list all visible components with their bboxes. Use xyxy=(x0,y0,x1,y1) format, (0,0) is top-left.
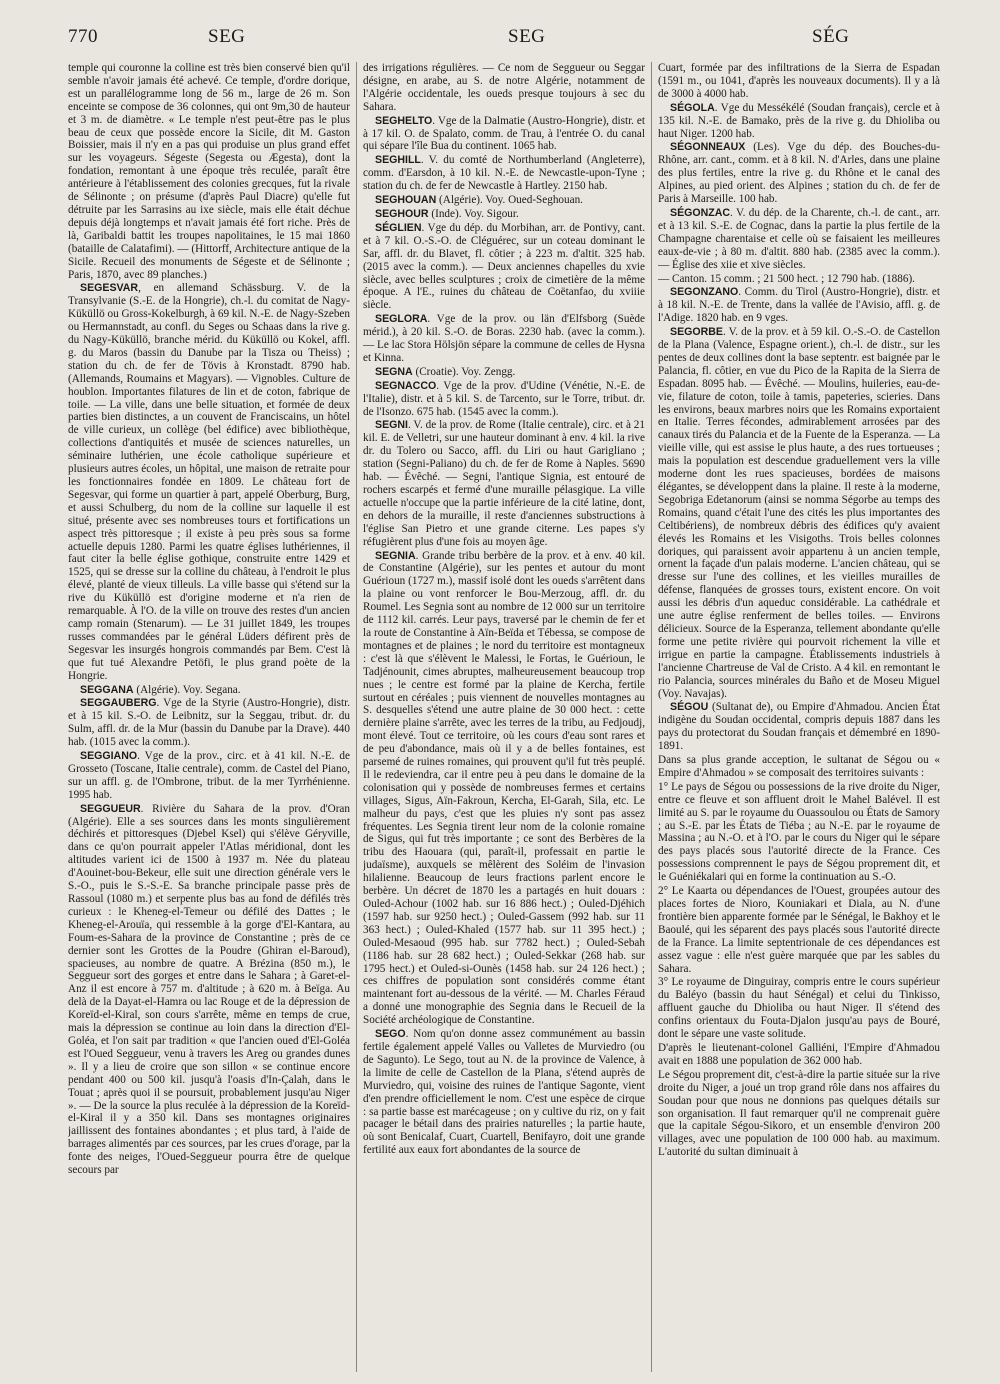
dictionary-entry xyxy=(363,550,645,1028)
dictionary-entry xyxy=(658,754,940,780)
entry-text: . Vge de la prov. d'Udine (Vénétie, N.-E. de l'Italie), distr. et à 5 kil. S. de Tarcento, sur le Torre, tribut. dr. de l'Isonzo. 675 hab. (1545 avec la comm.). xyxy=(363,379,645,418)
dictionary-entry xyxy=(363,154,645,193)
running-head-center: SEG xyxy=(508,26,546,47)
entry-text: Le Ségou proprement dit, c'est-à-dire la partie située sur la rive droite du Niger, a joué un trop grand rôle dans nos affaires du Soudan pour que nous ne donnions pas quelques détails sur son organisation. Il faut remarquer qu'il ne comprenait guère que la capitale Ségou-Sikoro, et un ensemble d'environ 200 villages, avec une population de 100 000 hab. au maximum. L'autorité du sultan diminuait à xyxy=(658,1068,940,1159)
entry-text: — Canton. 15 comm. ; 21 500 hect. ; 12 790 hab. (1886). xyxy=(658,272,915,285)
entry-text: . Vge de la Styrie (Austro-Hongrie), distr. et à 15 kil. S.-O. de Leibnitz, sur la Seggau, tribut. dr. du Sulm, affl. dr. de la Mur (bassin du Danube par la Drave). 440 hab. (1015 avec la comm.). xyxy=(68,697,350,749)
entry-text: 1° Le pays de Ségou ou possessions de la rive droite du Niger, entre ce fleuve et son affluent droit le Mahel Balével. Il est limité au S. par le royaume du Ouassoulou ou États de Samory ; au S.-E. par les États de Tiéba ; au N.-E. par le royaume de Massina ; au N.-O. et à l'O. par le cours du Niger qui le sépare des pays placés sous l'autorité directe de la France. Ces possessions comprennent le pays de Ségou proprement dit, et le Guéniékalari qui en forme la continuation au S.-O. xyxy=(658,780,940,884)
entry-text: (Algérie). Voy. Segana. xyxy=(133,683,241,696)
dictionary-entry xyxy=(658,701,940,753)
entry-text: . Vge du Messékélé (Soudan français), cercle et à 135 kil. N.-E. de Bamako, près de la rive g. du Dhioliba ou haut Niger. 1200 hab. xyxy=(658,101,940,140)
entry-headword: SEGHELTO xyxy=(375,114,433,127)
entry-headword: SEGGUEUR xyxy=(80,802,141,815)
dictionary-entry xyxy=(658,781,940,884)
entry-text: . V. de la prov. de Rome (Italie centrale), circ. et à 21 kil. E. de Velletri, sur une hauteur dominant à env. 4 kil. la rive dr. du Tolero ou Sacco, affl. du Liri ou haut Garigliano ; station (Segni-Paliano) du ch. de fer de Rome à Naples. 5690 hab. — Évêché. — Segni, l'antique Signia, est entouré de rochers escarpés et fermé d'une muraille pélasgique. La ville actuelle n'occupe que la partie inférieure de la cité latine, dont, en dehors de la muraille, il reste d'anciennes substructions à l'église San Pietro et une grande citerne. Les papes s'y réfugièrent plus d'une fois au moyen âge. xyxy=(363,419,645,548)
entry-text: . Vge de la prov., circ. et à 41 kil. N.-E. de Grosseto (Toscane, Italie centrale), comm. de Castel del Piano, sur un affl. g. de l'Ombrone, tribut. de la mer Tyrrhénienne. 1995 hab. xyxy=(68,750,350,801)
entry-text: . Grande tribu berbère de la prov. et à env. 40 kil. de Constantine (Algérie), sur les pentes et autour du mont Guérioun (1727 m.), massif isolé dont les oueds s'arrêtent dans la plaine ou vont renforcer le Bou-Merzoug, affl. dr. du Roumel. Les Segnia sont au nombre de 12 000 sur un territoire de 1112 kil. carrés. Leur pays, traversé par le chemin de fer et la route de Constantine à Aïn-Beïda et Tébessa, se compose de montagnes et de plaines ; le nord du territoire est montagneux : c'est là que s'élèvent le Malessi, le Fortas, le Guérioun, le Tadjénounit, cimes abruptes, malheureusement beaucoup trop nues ; le centre est formé par la plaine de Kercha, fertile surtout en céréales ; puis viennent de nouvelles montagnes au S. desquelles s'étend une autre plaine de 30 000 hect. : cette dernière plaine s'arrête, avec les terres de la tribu, au Fedjoudj, mont élevé. Tout ce territoire, où les cours d'eau sont rares et de peu d'abondance, mais où il y a de belles fontaines, est parsemé de ruines romaines, qui prouvent qu'il fut très peuplé. Il le redeviendra, car il entre peu à peu dans le domaine de la colonisation qui y possède de nombreuses fermes et certains villages, Sigus, Aïn-Fakroun, Kercha, El-Garah, Sila, etc. Le malheur du pays, c'est que les pluies n'y sont pas assez fréquentes. Les Segnia tirent leur nom de la colonie romaine de Sigus, qui fut très importante ; ce sont des Berbères de la tribu des Haouara (qui, paraît-il, professait en partie le judaïsme), auxquels se mêlèrent des Soléim de l'invasion hilalienne. Beaucoup de leurs fractions parlent encore le berbère. Un décret de 1870 les a partagés en huit douars : Ouled-Achour (1002 hab. sur 16 886 hect.) ; Ouled-Djéhich (1597 hab. sur 9250 hect.) ; Ouled-Gassem (992 hab. sur 11 363 hect.) ; Ouled-Khaled (1577 hab. sur 11 395 hect.) ; Ouled-Mesaoud (995 hab. sur 7782 hect.) ; Ouled-Sebah (1186 hab. sur 28 682 hect.) ; Ouled-Sekkar (268 hab. sur 1795 hect.) et Ouled-si-Ounès (1458 hab. sur 24 126 hect.) ; ces chiffres de population sont considérés comme étant maintenant fort au-dessous de la vérité. — M. Charles Féraud a donné une monographie des Segnia dans le Recueil de la Société archéologique de Constantine. xyxy=(363,549,645,1027)
dictionary-entry xyxy=(363,380,645,419)
entry-text: . Vge de la Dalmatie (Austro-Hongrie), distr. et à 17 kil. O. de Spalato, comm. de Trau, à l'entrée O. du canal qui sépare l'île Bua du continent. 1065 hab. xyxy=(363,114,645,153)
dictionary-entry xyxy=(658,273,940,286)
dictionary-entry xyxy=(658,1069,940,1159)
entry-headword: SEGNA xyxy=(375,365,413,378)
text-column-3 xyxy=(658,62,940,1372)
entry-headword: SEGGIANO xyxy=(80,750,138,763)
entry-text: . Comm. du Tirol (Austro-Hongrie), distr. et à 18 kil. N.-E. de Trente, dans la vallée de l'Avisio, affl. g. de l'Adige. 1820 hab. en 9 vges. xyxy=(658,286,940,325)
entry-text: . Rivière du Sahara de la prov. d'Oran (Algérie). Elle a ses sources dans les monts singulièrement déchirés et pittoresques (Djebel Ksel) qui s'élève Géryville, dans ce qu'on pourrait appeler l'Atlas méridional, dont les altitudes varient ici de 1500 à 1937 m. Née du plateau d'Aouinet-bou-Bekeur, elle suit une direction générale vers le S.-O., puis le S.-S.-E. Sa branche principale passe près de Rassoul (1080 m.) et serpente plus bas au fond de défilés très curieux : le Kheneg-el-Temeur ou défilé des Dattes ; le Kheneg-el-Arouïa, qui ressemble à la gorge d'El-Kantara, au Foum-es-Sahara de la province de Constantine ; près de ce dernier sont les Grottes de la Poudre (Ghiran el-Baroud), spacieuses, au nombre de quatre. A Brézina (850 m.), le Seggueur sort des gorges et entre dans le Sahara ; à Garet-el-Anz il est encore à 757 m. d'altitude ; à 620 m. à Beïga. Au delà de la Dayat-el-Hamra ou lac Rouge et de la dépression de Koreïd-el-Kiral, son cours s'arrête, même en temps de crue, mais la dépression se continue au loin dans la direction d'El-Goléa, et l'on sait par tradition « que l'ancien oued d'El-Goléa est l'Oued Seggueur, venu à travers les Areg ou grandes dunes ». Il y a lieu de croire que son sillon « se continue encore pendant 400 ou 500 kil. jusqu'à l'oasis d'In-Çalah, dans le Touat ; après quoi il se poursuit, probablement jusqu'au Niger ». — De la source la plus reculée à la dépression de la Koreïd-el-Kiral il y a 350 kil. Dans ses montagnes originaires jaillissent des fontaines abondantes ; et plus tard, à l'aide de barrages alimentés par ces sources, par les crues d'orage, par la fonte des neiges, l'Oued-Seggueur pourra être de quelque secours par xyxy=(68,802,350,1177)
dictionary-entry xyxy=(658,141,940,206)
entry-headword: SEGHOUAN xyxy=(375,194,437,207)
dictionary-entry xyxy=(363,313,645,365)
entry-text: temple qui couronne la colline est très bien conservé bien qu'il semble n'avoir jamais été achevé. Ce temple, d'ordre dorique, est un parallélogramme long de 56 m., large de 26 m. Son enceinte se compose de 36 colonnes, qui ont 9m,30 de hauteur et 3 m. de diamètre. « Le temple n'est peut-être pas le plus beau de ceux que possède encore la Sicile, dit M. Gaston Boissier, mais il n'y en a pas qui produise un plus grand effet sur les voyageurs. Ségeste (Segesta ou Ægesta), dont la fondation, remontant à une époque très reculée, paraît être antérieure à l'établissement des colonies grecques, fut la rivale de Sélinonte ; on présume (d'après Paul Diacre) qu'elle fut détruite par les Sarrasins au ixe siècle, mais elle était déchue depuis déjà longtemps et n'avait jamais été fort riche. Près de là, Garibaldi battit les troupes napolitaines, le 15 mai 1860 (bataille de Calatafimi). — (Hittorff, Architecture antique de la Sicile. Recueil des monuments de Ségeste et de Sélinonte ; Paris, 1870, avec 89 planches.) xyxy=(68,62,350,281)
entry-headword: SÉGONNEAUX xyxy=(670,141,746,154)
entry-headword: SÉGONZAC xyxy=(670,206,731,219)
entry-headword: SÉGOLA xyxy=(670,101,715,114)
entry-headword: SEGNACCO xyxy=(375,379,437,392)
entry-headword: SÉGOU xyxy=(670,701,709,714)
dictionary-entry xyxy=(68,697,350,749)
dictionary-entry xyxy=(658,976,940,1041)
entry-headword: SEGGANA xyxy=(80,683,134,696)
entry-text: (Sultanat de), ou Empire d'Ahmadou. Ancien État indigène du Soudan occidental, compris depuis 1887 dans les pays du protectorat du Soudan français et démembré en 1890-1891. xyxy=(658,701,940,753)
entry-text: (Croatie). Voy. Zengg. xyxy=(412,365,516,378)
entry-headword: SEGHILL xyxy=(375,154,421,167)
text-column-2 xyxy=(363,62,645,1372)
entry-headword: SEGNI xyxy=(375,419,408,432)
entry-text: . Vge de la prov. ou län d'Elfsborg (Suède mérid.), à 20 kil. S.-O. de Boras. 2230 hab. (avec la comm.). — Le lac Stora Hölsjön sépare la commune de celles de Hysna et Kinna. xyxy=(363,313,645,364)
dictionary-entry xyxy=(658,207,940,272)
entry-text: . V. du dép. de la Charente, ch.-l. de cant., arr. et à 13 kil. S.-E. de Cognac, dans la partie la plus fertile de la Champagne charentaise et celle où se faisaient les meilleures eaux-de-vie ; à 80 m. d'altit. 880 hab. (2385 avec la comm.). — Église des xiie et xive siècles. xyxy=(658,206,940,271)
dictionary-entry xyxy=(363,1028,645,1157)
entry-headword: SEGESVAR xyxy=(80,282,139,295)
entry-text: . Vge du dép. du Morbihan, arr. de Pontivy, cant. et à 7 kil. O.-S.-O. de Cléguérec, sur un coteau dominant le Sar, affl. dr. du Blavet, fl. côtier ; à 223 m. d'altit. 325 hab. (2015 avec la comm.). — Deux anciennes chapelles du xvie siècle, avec belles sculptures ; croix de cimetière de la même époque. A l'E., ruines du château de Coëtanfao, du xviiie siècle. xyxy=(363,221,645,312)
entry-text: . V. du comté de Northumberland (Angleterre), comm. d'Earsdon, à 10 kil. N.-E. de Newcastle-upon-Tyne ; station du ch. de fer de Newcastle à Hartley. 2150 hab. xyxy=(363,154,645,193)
dictionary-entry xyxy=(363,62,645,114)
dictionary-entry xyxy=(658,286,940,325)
dictionary-entry xyxy=(68,684,350,697)
dictionary-entry xyxy=(363,366,645,379)
dictionary-entry xyxy=(658,326,940,700)
column-rule xyxy=(356,62,357,1372)
running-head-right: SÉG xyxy=(812,26,850,47)
entry-text: (Algérie). Voy. Oued-Seghouan. xyxy=(436,194,583,207)
dictionary-entry xyxy=(363,222,645,312)
dictionary-entry xyxy=(363,194,645,207)
dictionary-entry xyxy=(658,102,940,141)
entry-headword: SEGGAUBERG xyxy=(80,697,157,710)
entry-text: des irrigations régulières. — Ce nom de Seggueur ou Seggar désigne, en arabe, au S. de notre Algérie, notamment de l'Algérie occidentale, les oueds presque toujours à sec du Sahara. xyxy=(363,62,645,113)
dictionary-entry xyxy=(363,208,645,221)
dictionary-entry xyxy=(363,419,645,548)
entry-text: Dans sa plus grande acception, le sultanat de Ségou ou « Empire d'Ahmadou » se composait des territoires suivants : xyxy=(658,754,940,779)
entry-headword: SEGHOUR xyxy=(375,207,429,220)
entry-headword: SEGONZANO xyxy=(670,286,739,299)
entry-text: D'après le lieutenant-colonel Galliéni, l'Empire d'Ahmadou avait en 1888 une population de 362 000 hab. xyxy=(658,1041,940,1067)
dictionary-entry xyxy=(363,115,645,154)
dictionary-entry xyxy=(68,803,350,1177)
entry-headword: SEGNIA xyxy=(375,549,416,562)
entry-text: 3° Le royaume de Dinguiray, compris entre le cours supérieur du Baléyo (bassin du haut Sénégal) et celui du Tinkisso, affluent gauche du Dhioliba ou haut Niger. Il s'étend des confins orientaux du Fouta-Djalon jusqu'au pays de Bouré, dont le sépare une vaste solitude. xyxy=(658,976,940,1041)
entry-headword: SEGLORA xyxy=(375,313,428,326)
running-head-left: SEG xyxy=(208,26,246,47)
dictionary-entry xyxy=(68,750,350,802)
text-column-1 xyxy=(68,62,350,1372)
entry-text: (Les). Vge du dép. des Bouches-du-Rhône, arr. cant., comm. et à 8 kil. N. d'Arles, dans une plaine des plus fertiles, entre la rive g. du Rhône et le canal des Alpines, au pied orient. des Alpines ; station du ch. de fer de Paris à Marseille. 100 hab. xyxy=(658,141,940,206)
entry-headword: SEGORBE xyxy=(670,326,723,339)
entry-text: . Nom qu'on donne assez communément au bassin fertile également appelé Valles ou Valletes de Murviedro (ou de Sagunto). Le Sego, tout au N. de la province de Valence, à la limite de celle de Castellon de la Plana, s'étend auprès de Murviedro, qui, voisine des ruines de l'antique Sagonte, vient d'en prendre officiellement le nom. C'est une espèce de cirque : sa partie basse est marécageuse ; on y cultive du riz, on y fait pacager le bétail dans des prairies naturelles ; la partie haute, où sont Benicalaf, Cuart, Cuartell, Benifayro, doit une grande fertilité aux eaux fort abondantes de la source de xyxy=(363,1028,645,1157)
dictionary-entry xyxy=(68,282,350,682)
entry-headword: SÉGLIEN xyxy=(375,221,422,234)
page-number: 770 xyxy=(68,26,98,47)
entry-text: . V. de la prov. et à 59 kil. O.-S.-O. de Castellon de la Plana (Valence, Espagne orient.), ch.-l. de distr., sur les pentes de deux collines dont la base septentr. est baignée par le Palancia, fl. côtier, en vue du Pico de la Rapita de la Sierra de Espadan. 8095 hab. — Évêché. — Moulins, huileries, eau-de-vie, filature de coton, toile à tamis, papeteries, scieries. Dans les environs, beaux marbres noirs que les Romains exportaient en Italie. Terres fécondes, admirablement arrosées par des canaux tirés du Palancia et de la Fuente de la Esperanza. — La vieille ville, qui est assise le plus haute, a des rues tortueuses ; mais la population est descendue graduellement vers la ville moderne dont les rues spacieuses, bordées de maisons élégantes, se développent dans la plaine. Il reste à la moderne, Segobriga Edetanorum (ainsi se nomma Ségorbe au temps des Romains, quand c'était l'une des cités les plus importantes des Celtibériens), de nombreux débris des édifices qu'y avaient élevés les Romains et les Visigoths. Trois belles colonnes doriques, qui paraissent avoir appartenu à un ancien temple, ornent la façade d'un palais moderne. L'ancien château, qui se dresse sur l'une des collines, et les vieilles murailles de défense, flanquées de grosses tours, existent encore. On voit aussi les débris d'un aqueduc considérable. La cathédrale et une autre église renferment de belles toiles. — Environs délicieux. Source de la Esperanza, tellement abondante qu'elle forme une petite rivière qui pourvoit richement la ville et irrigue en partie la campagne. Établissements industriels à l'ancienne Chartreuse de Val de Cristo. A 4 kil. en remontant le rio Palancia, sources minérales du Baño et de Moseu Miguel (Voy. Navajas). xyxy=(658,326,940,700)
entry-text: 2° Le Kaarta ou dépendances de l'Ouest, groupées autour des places fortes de Nioro, Kouniakari et Diala, au N. d'une frontière bien apparente formée par le Sénégal, le Bakhoy et le Baoulé, qui les séparent des pays placés sous l'autorité directe de la France. La limite septentrionale de ces dépendances est assez vague : elle n'est guère marquée que par les sables du Sahara. xyxy=(658,885,940,975)
dictionary-entry xyxy=(658,1042,940,1068)
entry-text: , en allemand Schässburg. V. de la Transylvanie (S.-E. de la Hongrie), ch.-l. du comitat de Nagy-Küküllö ou Gross-Kokelburgh, à 69 kil. N.-E. de Nagy-Szeben ou Hermannstadt, au confl. du Seges ou Schaas dans la rive g. du Nagy-Küküllö, branche mérid. du Küküllö ou Kokel, affl. g. du Maros (bassin du Danube par la Tisza ou Theiss) ; station du ch. de fer de Tövis à Kronstadt. 8790 hab. (Allemands, Roumains et Magyars). — Vignobles. Culture de houblon. Importantes filatures de lin et de coton, fabrique de toile. — La ville, dans une belle situation, et formée de deux parties bien distinctes, a un couvent de Franciscains, un hôtel de ville curieux, un collège (bel édifice) avec bibliothèque, collections d'antiquités et musée de sciences naturelles, un séminaire luthérien, une école catholique supérieure et plusieurs autres écoles, un hôpital, une maison de retraite pour les fonctionnaires fondée en 1809. Le château fort de Segesvar, qui forme un quartier à part, appelé Oberburg, Burg, et aussi Schulberg, du nom de la colline sur laquelle il est situé, présente avec ses nombreuses tours et fortifications un aspect très pittoresque ; il existe à peu près sous sa forme actuelle depuis 1280. Parmi les quatre églises luthériennes, il faut citer la belle église gothique, construite entre 1429 et 1525, qui se dresse sur la colline du château, à l'endroit le plus élevé, planté de vieux tilleuls. La ville basse qui s'étend sur la rive du Küküllö est d'origine moderne et n'a rien de remarquable. À l'O. de la ville on trouve des restes d'un ancien camp romain (Stenarum). — Le 31 juillet 1849, les troupes russes commandées par le général Lüders défirent près de Segesvar les insurgés hongrois commandés par Bem. C'est là que fut tué Alexandre Petöfi, le plus grand poète de la Hongrie. xyxy=(68,282,350,682)
page-header xyxy=(0,26,1000,54)
column-rule xyxy=(651,62,652,1372)
dictionary-entry xyxy=(658,62,940,101)
entry-text: (Inde). Voy. Sigour. xyxy=(428,207,519,220)
entry-headword: SEGO xyxy=(375,1028,406,1041)
dictionary-entry xyxy=(658,885,940,975)
entry-text: Cuart, formée par des infiltrations de la Sierra de Espadan (1591 m., ou 1041, d'après les nouveaux documents). Il y a là de 3000 à 4000 hab. xyxy=(658,62,940,100)
dictionary-entry xyxy=(68,62,350,281)
